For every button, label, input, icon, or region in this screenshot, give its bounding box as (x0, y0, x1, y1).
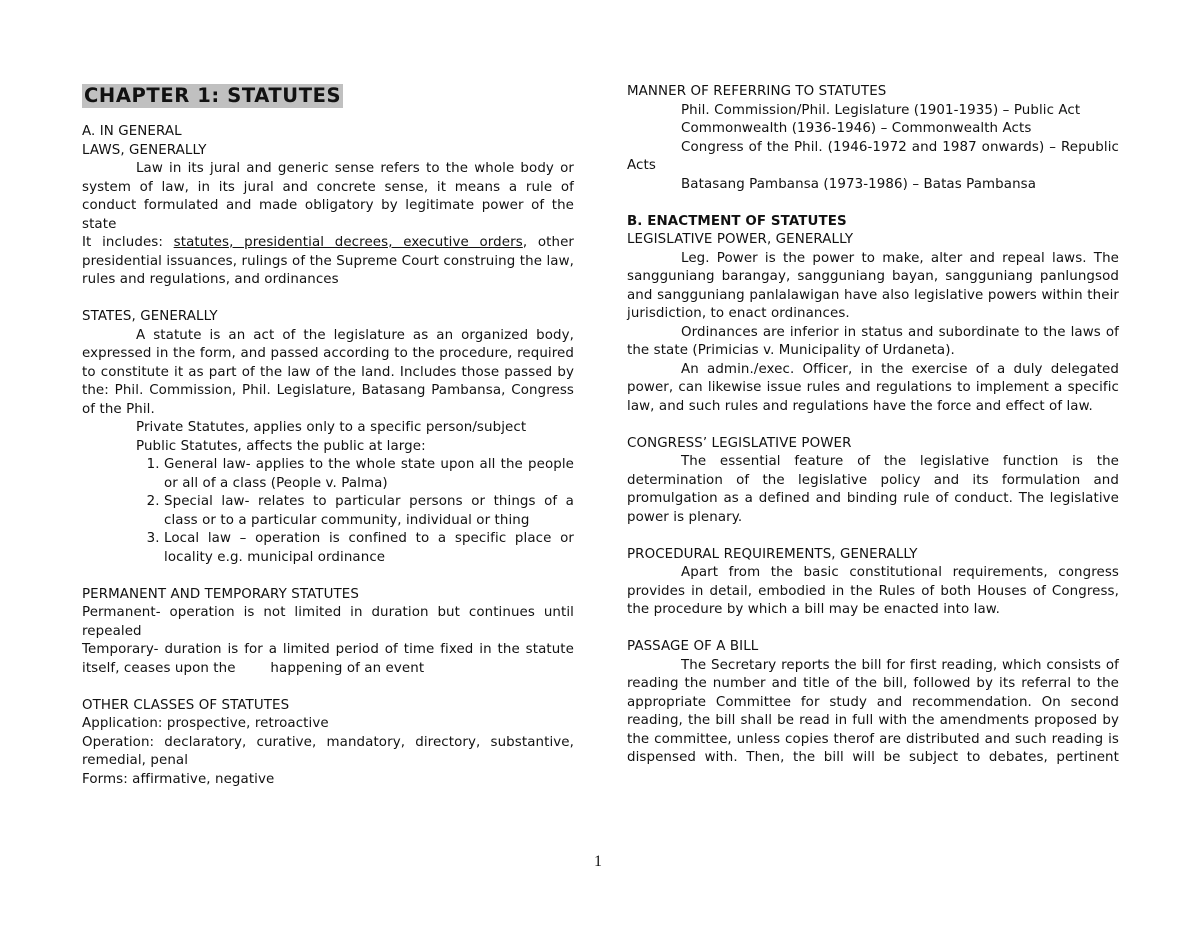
manner-item: Phil. Commission/Phil. Legislature (1901-1935) – Public Act (681, 102, 1081, 118)
chapter-title: CHAPTER 1: STATUTES (84, 84, 342, 107)
list-item: 3. Local law – operation is confined to a specific place or locality e.g. municipal ordinance (164, 530, 574, 567)
public-statutes: Public Statutes, affects the public at large: (136, 438, 426, 454)
procedural-paragraph: Apart from the basic constitutional requirements, congress provides in detail, embodied in the Rules of both Houses of Congress, the procedure by which a bill may be enacted into law. (627, 565, 1119, 617)
legislative-power-heading: LEGISLATIVE POWER, GENERALLY (627, 232, 854, 247)
other-classes-heading: OTHER CLASSES OF STATUTES (82, 697, 290, 713)
right-column (627, 83, 1119, 768)
states-paragraph: A statute is an act of the legislature as an organized body, expressed in the form, and passed according to the procedure, required to constitute it as part of the law of the land. Includes those passed by the: Phil. Commission, Phil. Legislature, Batasang Pambansa, Congress of the Phil. (82, 327, 574, 417)
laws-paragraph: Law in its jural and generic sense refers to the whole body or system of law, in its jural and concrete sense, it means a rule of conduct formulated and made obligatory by legitimate power of the state (82, 161, 574, 232)
section-b-heading: B. ENACTMENT OF STATUTES (627, 213, 847, 229)
passage-paragraph: The Secretary reports the bill for first reading, which consists of reading the number and title of the bill, followed by its referral to the appropriate Committee for study and recommendation. On second reading, the bill shall be read in full with the amendments proposed by the committee, unless copies therof are distributed and such reading is dispensed with. Then, the bill will be subject to debates, pertinent (627, 657, 1119, 765)
legislative-paragraph-2: Ordinances are inferior in status and subordinate to the laws of the state (Primicias v. Municipality of Urdaneta). (627, 324, 1119, 358)
congress-heading: CONGRESS’ LEGISLATIVE POWER (627, 435, 852, 451)
operation-text: Operation: declaratory, curative, mandatory, directory, substantive, remedial, penal (82, 734, 574, 768)
list-item: 2. Special law- relates to particular persons or things of a class or to a particular community, individual or thing (164, 493, 574, 530)
page-number: 1 (594, 853, 602, 870)
permanent-temporary-heading: PERMANENT AND TEMPORARY STATUTES (82, 586, 359, 602)
includes-underlined: statutes, presidential decrees, executive orders (173, 235, 523, 250)
manner-item: Commonwealth (1936-1946) – Commonwealth Acts (681, 121, 1032, 136)
manner-heading: MANNER OF REFERRING TO STATUTES (627, 84, 887, 99)
forms-text: Forms: affirmative, negative (82, 771, 275, 787)
includes-rest: , other presidential issuances, rulings of the Supreme Court construing the law, rules and regulations, and ordinances (82, 235, 575, 287)
manner-item: Batasang Pambansa (1973-1986) – Batas Pambansa (681, 176, 1037, 192)
application-text: Application: prospective, retroactive (82, 716, 329, 731)
procedural-heading: PROCEDURAL REQUIREMENTS, GENERALLY (627, 546, 918, 562)
list-item: 1. General law- applies to the whole state upon all the people or all of a class (People v. Palma) (164, 456, 574, 493)
permanent-text: Permanent- operation is not limited in duration but continues until repealed (82, 605, 574, 639)
manner-item: Congress of the Phil. (1946-1972 and 1987 onwards) – Republic Acts (627, 139, 1119, 173)
temporary-text: Temporary- duration is for a limited period of time fixed in the statute itself, ceases upon the happening of an event (82, 642, 579, 676)
includes-prefix: It includes: (82, 235, 174, 250)
congress-paragraph: The essential feature of the legislative function is the determination of the legislative policy and its formulation and promulgation as a defined and binding rule of conduct. The legislative power is plenary. (627, 454, 1119, 525)
private-statutes: Private Statutes, applies only to a specific person/subject (136, 420, 527, 435)
section-a-heading: A. IN GENERAL (82, 124, 182, 139)
left-column (82, 84, 579, 789)
laws-heading: LAWS, GENERALLY (82, 142, 207, 158)
legislative-paragraph-1: Leg. Power is the power to make, alter and repeal laws. The sangguniang barangay, sangguniang bayan, sangguniang panlungsod and sangguniang panlalawigan have also legislative powers within their jurisdiction, to enact ordinances. (627, 250, 1119, 321)
statute-list (82, 456, 574, 567)
includes-paragraph (82, 234, 574, 290)
legislative-paragraph-3: An admin./exec. Officer, in the exercise of a duly delegated power, can likewise issue rules and regulations to implement a specific law, and such rules and regulations have the force and effect of law. (627, 361, 1119, 414)
states-heading: STATES, GENERALLY (82, 309, 218, 324)
passage-heading: PASSAGE OF A BILL (627, 639, 759, 654)
